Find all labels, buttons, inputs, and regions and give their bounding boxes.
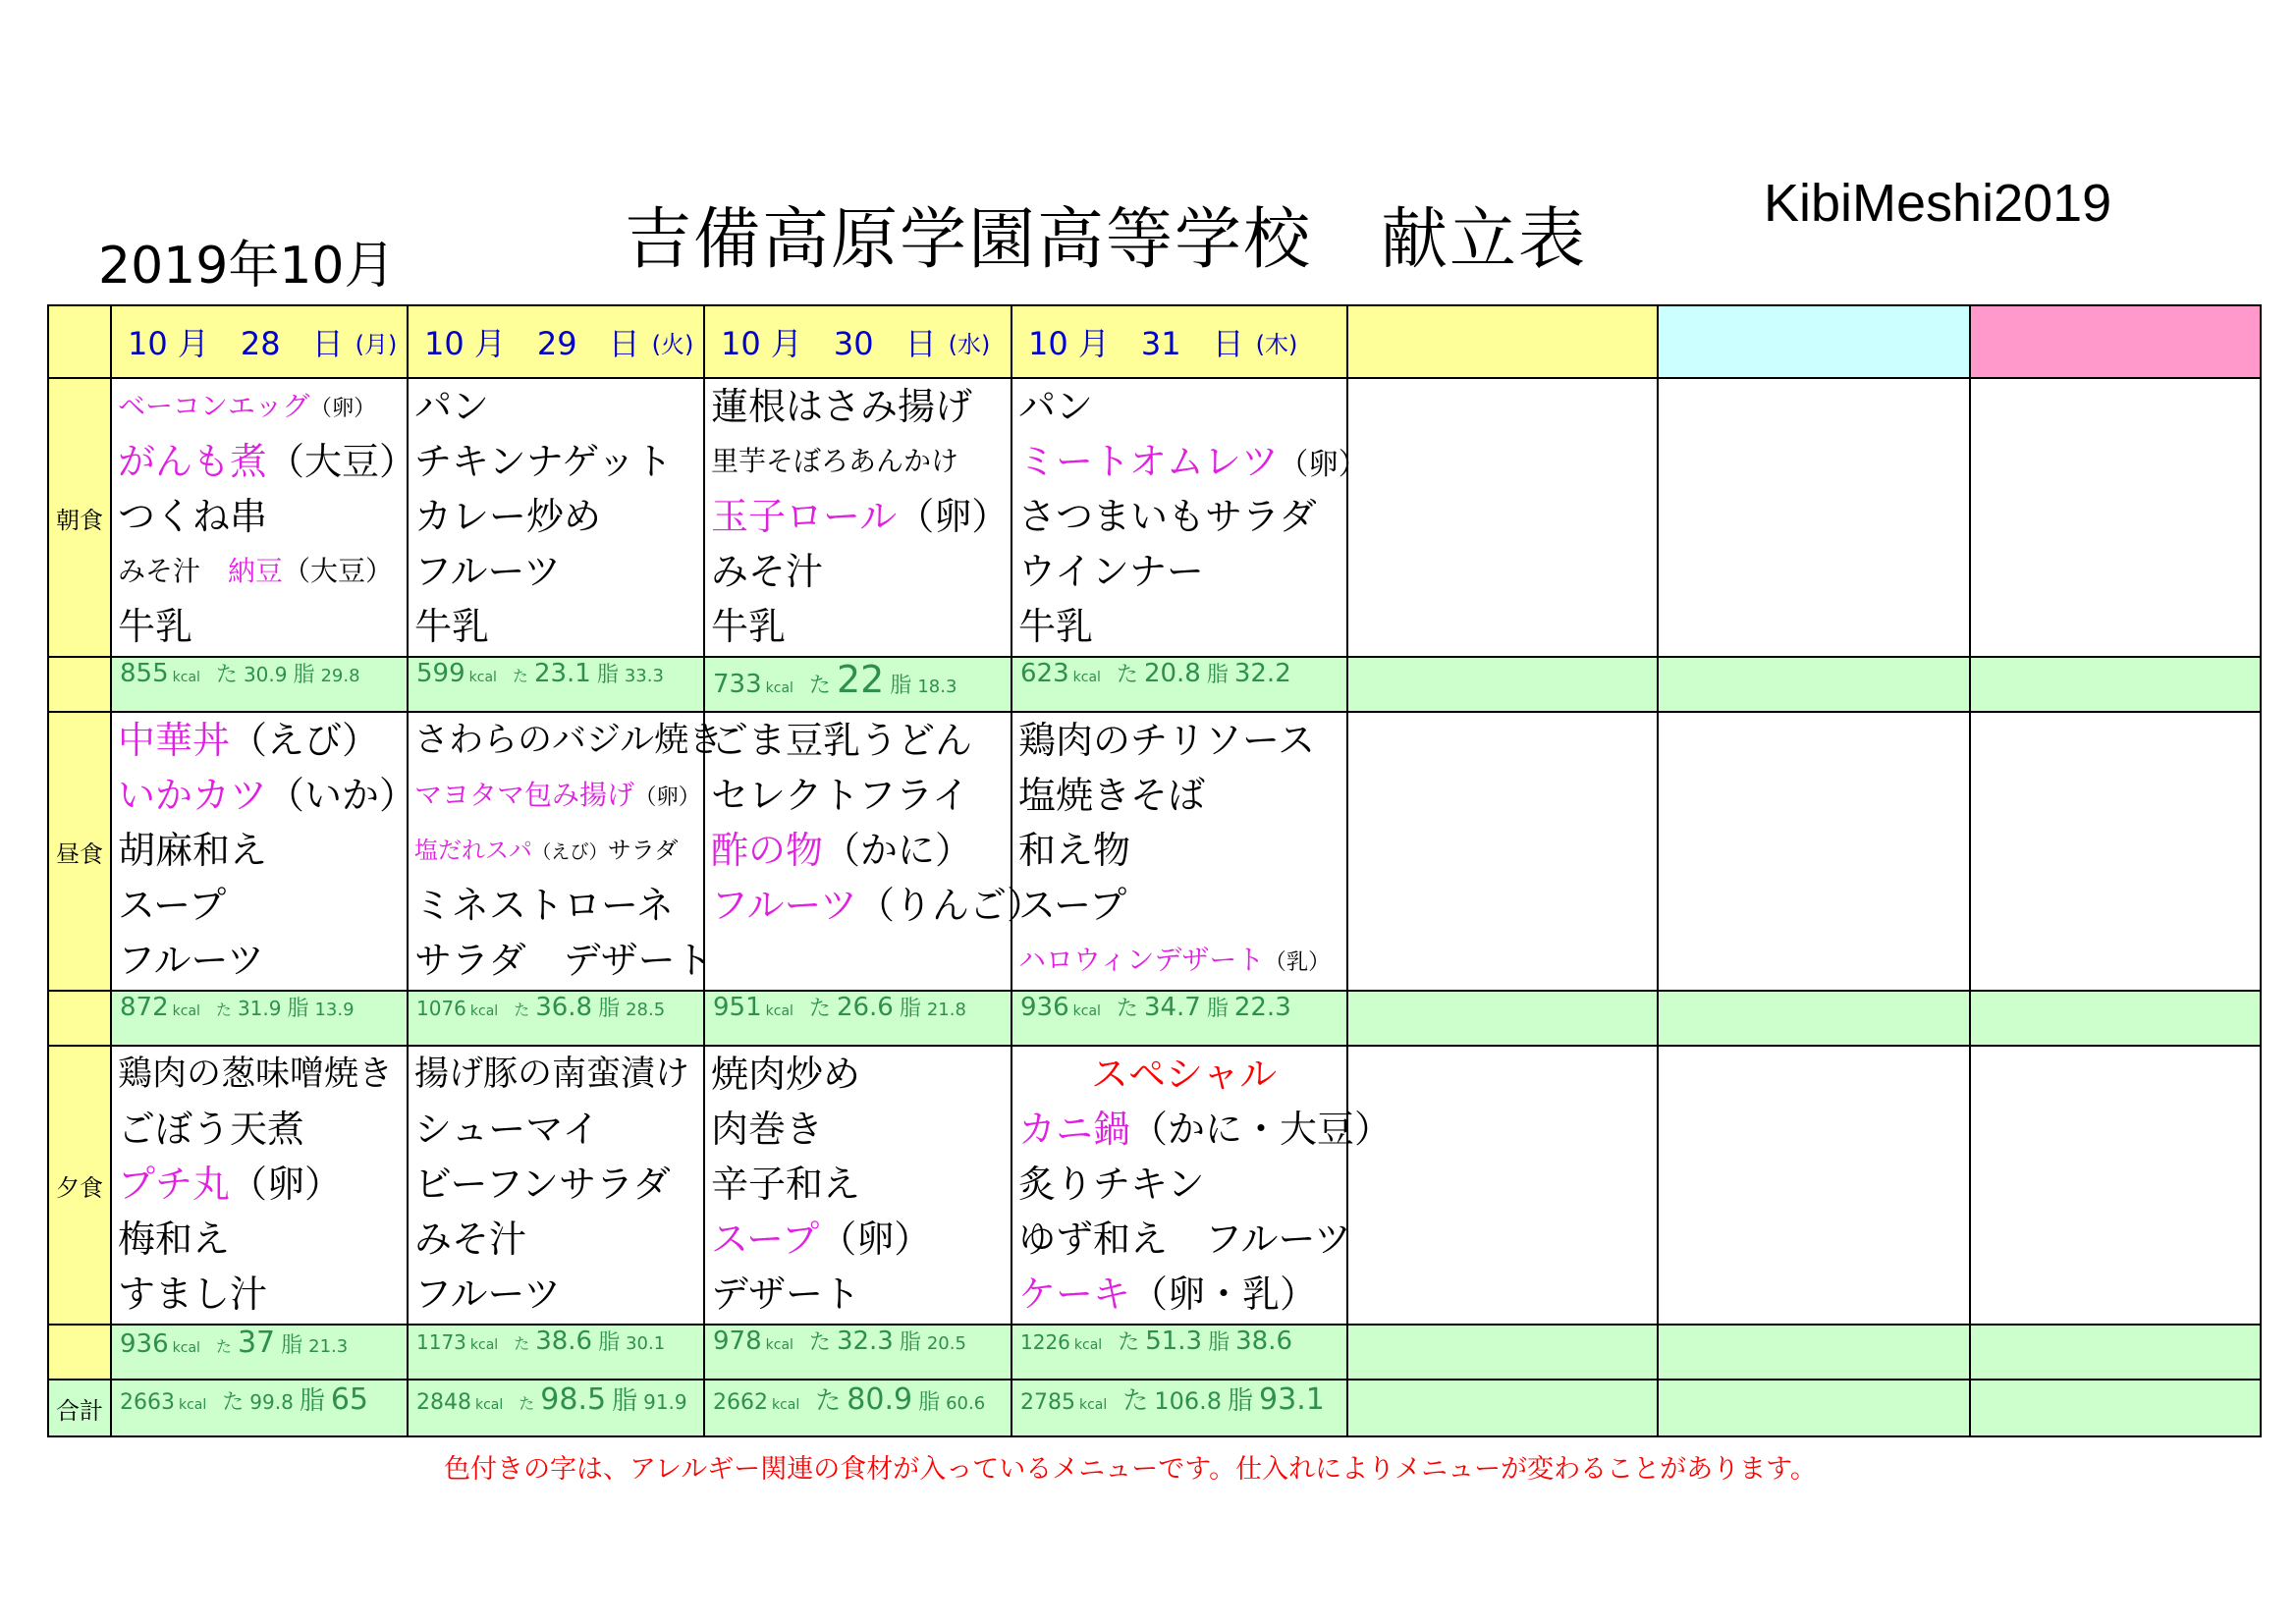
nutrition-cell: 623 kcal た 20.8 脂 32.2 <box>1011 657 1347 712</box>
menu-item: 揚げ豚の南蛮漬け <box>414 1055 690 1094</box>
menu-item: ごま豆乳うどん <box>711 719 973 762</box>
menu-item: 鶏肉の葱味噌焼き <box>118 1055 394 1094</box>
menu-item: 酢の物（かに） <box>711 829 973 872</box>
day-of-week: (月) <box>355 330 398 358</box>
header-corner <box>48 305 111 378</box>
meal-label-breakfast: 朝食 <box>48 378 111 657</box>
menu-item: デザート <box>711 1272 861 1316</box>
menu-item: 胡麻和え <box>118 829 268 872</box>
menu-item: 辛子和え <box>711 1163 861 1206</box>
menu-item: 牛乳 <box>1018 605 1094 648</box>
menu-cell <box>704 1046 1011 1325</box>
nutrition-cell: 978 kcal た 32.3 脂 20.5 <box>704 1325 1011 1380</box>
date-label: 2019年10月 <box>98 237 396 296</box>
day-of-week: (火) <box>651 330 694 358</box>
menu-item: シューマイ <box>414 1108 600 1151</box>
empty-header <box>1347 305 1658 378</box>
meal-label-lunch: 昼食 <box>48 712 111 991</box>
menu-item: マヨタマ包み揚げ（卵） <box>414 779 701 811</box>
empty-cell <box>1347 991 1658 1046</box>
menu-item: スープ <box>1018 884 1127 927</box>
total-row <box>48 1380 2261 1436</box>
menu-cell <box>1011 712 1347 991</box>
empty-cell <box>1658 1325 1970 1380</box>
menu-item: スープ <box>118 884 227 927</box>
menu-item: 塩焼きそば <box>1018 774 1206 817</box>
total-cell: 2848 kcal た 98.5 脂 91.9 <box>408 1380 704 1436</box>
total-cell: 2662 kcal た 80.9 脂 60.6 <box>704 1380 1011 1436</box>
empty-cell <box>1970 1046 2261 1325</box>
menu-item: チキンナゲット <box>414 440 673 483</box>
nutrition-cell: 951 kcal た 26.6 脂 21.8 <box>704 991 1011 1046</box>
nutrition-row <box>48 991 2261 1046</box>
menu-item: ミートオムレツ（卵） <box>1018 440 1369 483</box>
menu-item: フルーツ（りんご） <box>711 884 1044 927</box>
menu-item: フルーツ <box>118 939 264 982</box>
day-label: 10 月 28 日 <box>128 325 344 362</box>
menu-item: 焼肉炒め <box>711 1053 861 1096</box>
menu-item: がんも煮（大豆） <box>118 440 417 483</box>
allergy-note: 色付きの字は、アレルギー関連の食材が入っているメニューです。仕入れによりメニューが変わることがあります。 <box>444 1454 1817 1485</box>
day-header <box>1011 305 1347 378</box>
menu-cell <box>111 1046 408 1325</box>
empty-cell <box>1658 378 1970 657</box>
day-of-week: (木) <box>1255 330 1298 358</box>
day-label: 10 月 30 日 <box>721 325 937 362</box>
meal-label-dinner: 夕食 <box>48 1046 111 1325</box>
day-of-week: (水) <box>948 330 991 358</box>
menu-item: 肉巻き <box>711 1108 824 1151</box>
menu-item: いかカツ（いか） <box>118 774 417 817</box>
menu-item: パン <box>1018 385 1094 428</box>
menu-item: さつまいもサラダ <box>1018 495 1317 538</box>
meal-label-empty <box>48 991 111 1046</box>
menu-item: 玉子ロール（卵） <box>711 495 1010 538</box>
menu-item: スープ（卵） <box>711 1218 932 1261</box>
meal-label-empty <box>48 1325 111 1380</box>
empty-cell <box>1347 1046 1658 1325</box>
menu-item: フルーツ <box>414 550 561 593</box>
empty-cell <box>1970 712 2261 991</box>
menu-cell <box>111 378 417 657</box>
empty-cell <box>1347 1325 1658 1380</box>
menu-item: パン <box>414 385 490 428</box>
day-label: 10 月 31 日 <box>1028 325 1244 362</box>
menu-item: みそ汁 納豆（大豆） <box>118 555 394 587</box>
day-label: 10 月 29 日 <box>424 325 640 362</box>
menu-item: ケーキ（卵・乳） <box>1018 1272 1318 1316</box>
nutrition-cell: 936 kcal た 37 脂 21.3 <box>111 1325 408 1380</box>
day-header <box>704 305 1011 378</box>
menu-item: 和え物 <box>1018 829 1131 872</box>
breakfast-row <box>48 378 2261 657</box>
menu-item: セレクトフライ <box>711 774 969 817</box>
menu-cell <box>1011 378 1369 657</box>
nutrition-cell: 936 kcal た 34.7 脂 22.3 <box>1011 991 1347 1046</box>
menu-item: ベーコンエッグ（卵） <box>118 390 376 422</box>
menu-item: みそ汁 <box>414 1218 527 1261</box>
menu-item: ウインナー <box>1018 550 1204 593</box>
empty-header <box>1970 305 2261 378</box>
menu-item: ゆず和え フルーツ <box>1018 1218 1351 1261</box>
menu-item: 炙りチキン <box>1018 1163 1205 1206</box>
meal-label-empty <box>48 657 111 712</box>
menu-cell <box>704 378 1011 657</box>
total-cell: 2663 kcal た 99.8 脂 65 <box>111 1380 408 1436</box>
menu-item: 里芋そぼろあんかけ <box>711 445 959 477</box>
menu-item: 牛乳 <box>414 605 490 648</box>
empty-cell <box>1970 1325 2261 1380</box>
menu-item: 蓮根はさみ揚げ <box>711 385 973 428</box>
empty-cell <box>1658 991 1970 1046</box>
menu-item: サラダ デザート <box>414 939 713 982</box>
empty-cell <box>1347 712 1658 991</box>
empty-cell <box>1347 378 1658 657</box>
menu-item: ハロウィンデザート（乳） <box>1018 944 1331 976</box>
menu-item: 中華丼（えび） <box>118 719 380 762</box>
menu-cell <box>408 378 704 657</box>
empty-cell <box>1970 378 2261 657</box>
nutrition-cell: 1173 kcal た 38.6 脂 30.1 <box>408 1325 704 1380</box>
menu-cell <box>1011 1046 1393 1325</box>
nutrition-cell: 1076 kcal た 36.8 脂 28.5 <box>408 991 704 1046</box>
empty-cell <box>1658 712 1970 991</box>
dinner-row <box>48 1046 2261 1325</box>
menu-item: 梅和え <box>118 1218 231 1261</box>
nutrition-cell: 855 kcal た 30.9 脂 29.8 <box>111 657 408 712</box>
menu-item: みそ汁 <box>711 550 824 593</box>
menu-item: 牛乳 <box>711 605 787 648</box>
brand-label: KibiMeshi2019 <box>1764 174 2112 233</box>
menu-table <box>47 304 2262 1437</box>
menu-cell <box>704 712 1044 991</box>
nutrition-cell: 872 kcal た 31.9 脂 13.9 <box>111 991 408 1046</box>
menu-item: ごぼう天煮 <box>118 1108 305 1151</box>
empty-cell <box>1658 1380 1970 1436</box>
menu-item: すまし汁 <box>118 1272 268 1316</box>
menu-item: さわらのバジル焼き <box>414 721 724 760</box>
meal-label-total: 合計 <box>48 1380 111 1436</box>
menu-item: ビーフンサラダ <box>414 1163 671 1206</box>
page-title: 吉備高原学園高等学校 献立表 <box>625 201 1588 279</box>
menu-item: 鶏肉のチリソース <box>1018 719 1316 762</box>
nutrition-cell: 1226 kcal た 51.3 脂 38.6 <box>1011 1325 1347 1380</box>
empty-cell <box>1970 657 2261 712</box>
empty-header <box>1658 305 1970 378</box>
menu-item: つくね串 <box>118 495 268 538</box>
empty-cell <box>1347 1380 1658 1436</box>
day-header <box>408 305 704 378</box>
day-header-row <box>48 305 2261 378</box>
nutrition-cell: 733 kcal た 22 脂 18.3 <box>704 657 1011 712</box>
menu-cell <box>111 712 417 991</box>
menu-item: カレー炒め <box>414 495 602 538</box>
menu-item: カニ鍋（かに・大豆） <box>1018 1108 1393 1151</box>
empty-cell <box>1347 657 1658 712</box>
menu-cell <box>408 1046 704 1325</box>
menu-item: 牛乳 <box>118 605 193 648</box>
empty-cell <box>1970 1380 2261 1436</box>
special-label: スペシャル <box>1091 1053 1278 1096</box>
menu-item: プチ丸（卵） <box>118 1163 343 1206</box>
lunch-row <box>48 712 2261 991</box>
nutrition-row <box>48 657 2261 712</box>
empty-cell <box>1658 657 1970 712</box>
empty-cell <box>1970 991 2261 1046</box>
menu-item: 塩だれスパ（えび）サラダ <box>414 837 679 864</box>
menu-item: ミネストローネ <box>414 884 675 927</box>
menu-cell <box>408 712 724 991</box>
empty-cell <box>1658 1046 1970 1325</box>
nutrition-row <box>48 1325 2261 1380</box>
menu-item: フルーツ <box>414 1272 561 1316</box>
total-cell: 2785 kcal た 106.8 脂 93.1 <box>1011 1380 1347 1436</box>
nutrition-cell: 599 kcal た 23.1 脂 33.3 <box>408 657 704 712</box>
day-header <box>111 305 408 378</box>
